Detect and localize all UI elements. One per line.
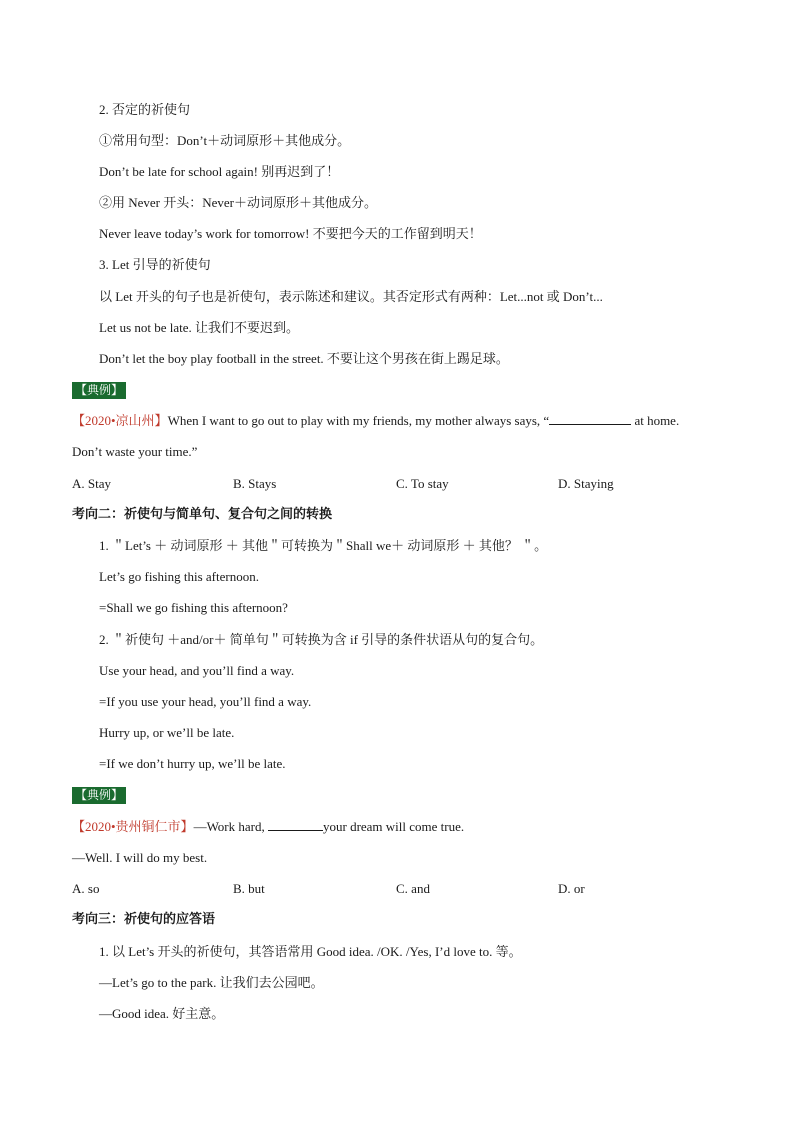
rule-1: 1. 以 Let’s 开头的祈使句，其答语常用 Good idea. /OK. /Yes, I’d love to. 等。 [99, 944, 522, 959]
option-b: B. but [233, 881, 265, 896]
option-c: C. To stay [396, 476, 449, 491]
subsection-title-let: 3. Let 引导的祈使句 [99, 257, 211, 272]
question-source: 【2020•贵州铜仁市】 [72, 819, 194, 834]
example2-answer-line: —Well. I will do my best. [72, 850, 208, 865]
question-text: —Work hard, [193, 819, 268, 834]
example-sentence: —Good idea. 好主意。 [99, 1006, 225, 1021]
example-tag: 【典例】 [72, 382, 126, 399]
option-c: C. and [396, 881, 430, 896]
answer-blank [549, 412, 631, 425]
subsection-title-negative-imperative: 2. 否定的祈使句 [99, 102, 191, 117]
example1-question [72, 412, 679, 430]
option-a: A. Stay [72, 476, 111, 491]
example-sentence: Let’s go fishing this afternoon. [99, 569, 259, 584]
pattern-never: ②用 Never 开头：Never＋动词原形＋其他成分。 [99, 195, 378, 210]
example-sentence: Let us not be late. 让我们不要迟到。 [99, 320, 300, 335]
section-heading: 考向三：祈使句的应答语 [72, 912, 216, 927]
section-heading: 考向二：祈使句与简单句、复合句之间的转换 [72, 507, 333, 522]
rule-2: 2. ＂祈使句 ＋and/or＋ 简单句＂可转换为含 if 引导的条件状语从句的复合句。 [99, 632, 544, 647]
example2-question [72, 818, 464, 836]
question-text: When I want to go out to play with my friends, my mother always says, “ [167, 413, 550, 428]
example-sentence: =If we don’t hurry up, we’ll be late. [99, 756, 286, 771]
question-text-end: at home. [631, 413, 680, 428]
example-sentence: Hurry up, or we’ll be late. [99, 725, 235, 740]
example-sentence: Don’t be late for school again! 别再迟到了！ [99, 164, 340, 179]
example-tag: 【典例】 [72, 787, 126, 804]
example-sentence: =Shall we go fishing this afternoon? [99, 600, 288, 615]
pattern-dont: ①常用句型：Don’t＋动词原形＋其他成分。 [99, 133, 351, 148]
example1-question-line2: Don’t waste your time.” [72, 444, 198, 459]
example-sentence: —Let’s go to the park. 让我们去公园吧。 [99, 975, 324, 990]
rule-1: 1. ＂Let’s ＋ 动词原形 ＋ 其他＂可转换为＂Shall we＋ 动词原形 ＋ 其他？ ＂。 [99, 538, 548, 553]
option-b: B. Stays [233, 476, 277, 491]
example-sentence: Never leave today’s work for tomorrow! 不要把今天的工作留到明天！ [99, 226, 482, 241]
question-source: 【2020•凉山州】 [72, 413, 168, 428]
example-sentence: =If you use your head, you’ll find a way. [99, 694, 312, 709]
question-text-end: your dream will come true. [322, 819, 465, 834]
option-a: A. so [72, 881, 100, 896]
let-explanation: 以 Let 开头的句子也是祈使句，表示陈述和建议。其否定形式有两种：Let...not 或 Don’t... [99, 289, 603, 304]
answer-blank [268, 818, 323, 831]
example-sentence: Use your head, and you’ll find a way. [99, 663, 295, 678]
option-d: D. Staying [558, 476, 614, 491]
example-sentence: Don’t let the boy play football in the street. 不要让这个男孩在街上踢足球。 [99, 351, 509, 366]
option-d: D. or [558, 881, 585, 896]
